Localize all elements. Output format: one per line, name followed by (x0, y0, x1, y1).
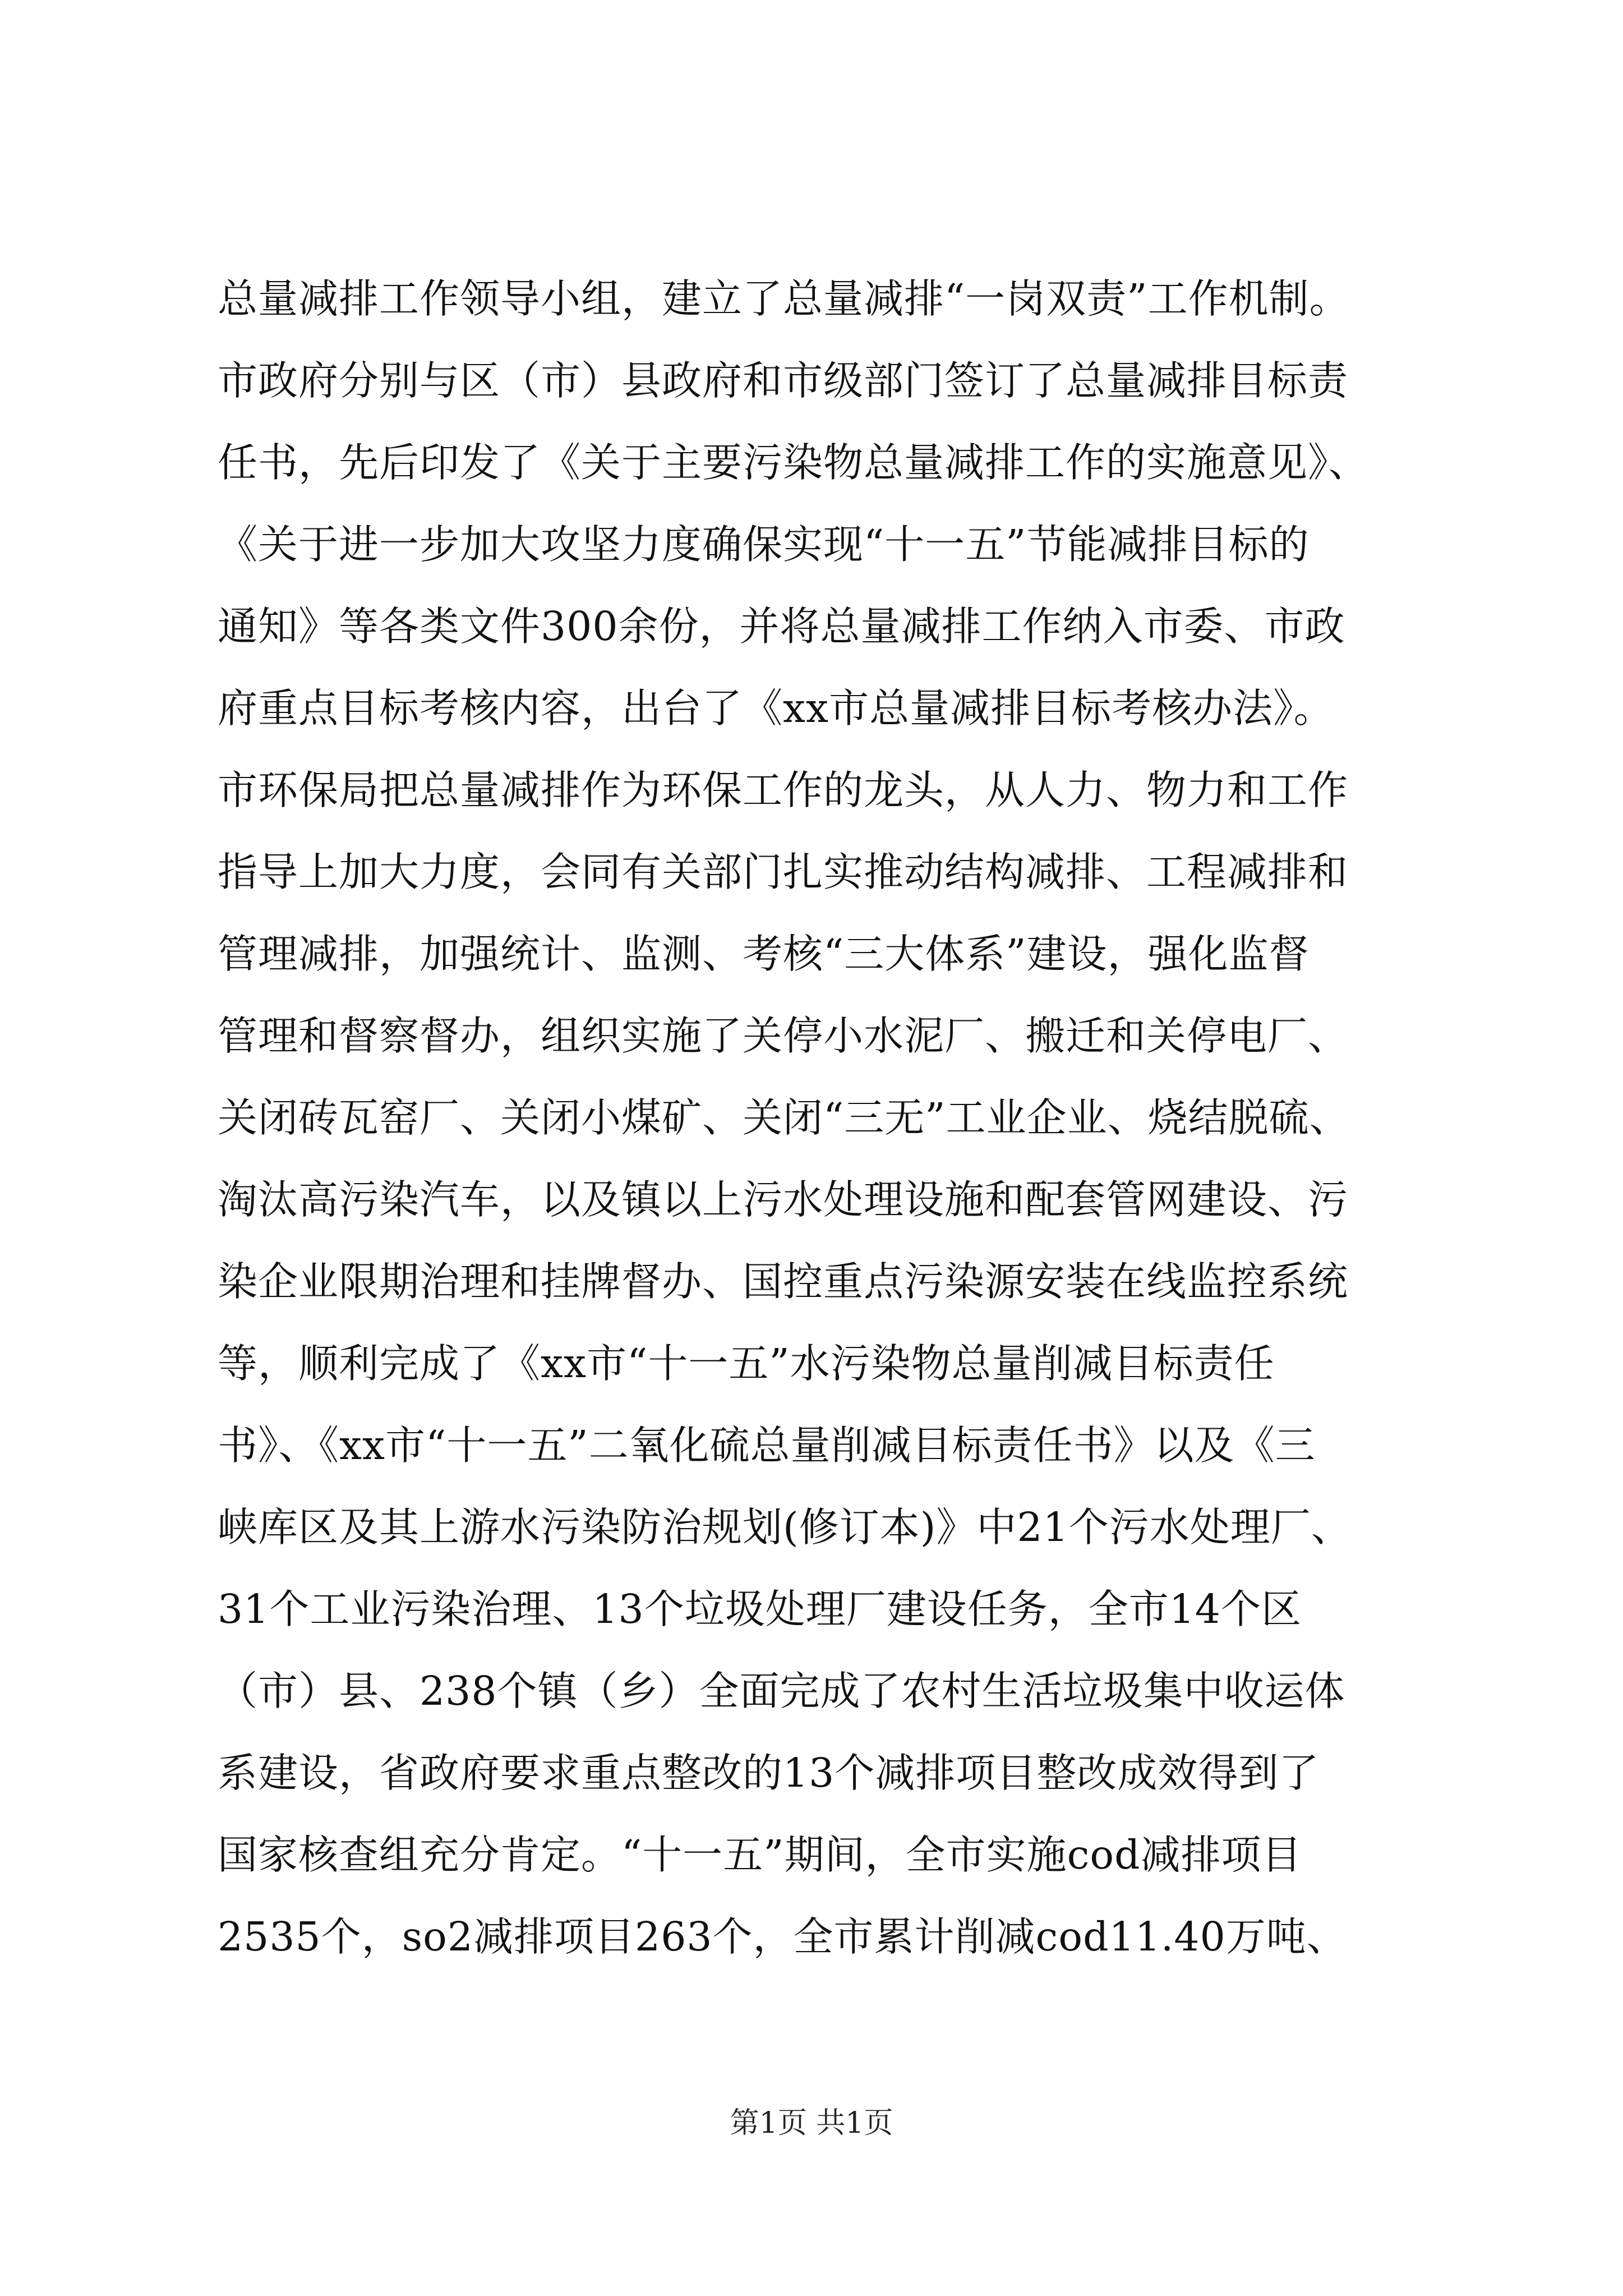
text-line: 市环保局把总量减排作为环保工作的龙头，从人力、物力和工作 (218, 767, 1349, 813)
text-line: 染企业限期治理和挂牌督办、国控重点污染源安装在线监控系统 (218, 1258, 1349, 1305)
text-line: 系建设，省政府要求重点整改的13个减排项目整改成效得到了 (218, 1750, 1320, 1796)
text-line: 关闭砖瓦窑厂、关闭小煤矿、关闭“三无”工业企业、烧结脱硫、 (218, 1094, 1350, 1141)
text-line: 任书，先后印发了《关于主要污染物总量减排工作的实施意见》、 (218, 439, 1369, 486)
text-line: 管理减排，加强统计、监测、考核“三大体系”建设，强化监督 (218, 931, 1310, 977)
text-line: 市政府分别与区（市）县政府和市级部门签订了总量减排目标责 (218, 357, 1349, 404)
text-line: 淘汰高污染汽车，以及镇以上污水处理设施和配套管网建设、污 (218, 1176, 1349, 1223)
body-text (218, 258, 1451, 1978)
text-line: 通知》等各类文件300余份，并将总量减排工作纳入市委、市政 (218, 603, 1345, 650)
text-line: 管理和督察督办，组织实施了关停小水泥厂、搬迁和关停电厂、 (218, 1013, 1349, 1059)
text-line: 总量减排工作领导小组，建立了总量减排“一岗双责”工作机制。 (218, 275, 1350, 322)
text-line: 31个工业污染治理、13个垃圾处理厂建设任务，全市14个区 (218, 1586, 1302, 1632)
text-line: （市）县、238个镇（乡）全面完成了农村生活垃圾集中收运体 (218, 1668, 1345, 1714)
text-line: 《关于进一步加大攻坚力度确保实现“十一五”节能减排目标的 (218, 521, 1310, 568)
page-number-label: 第1页 共1页 (730, 2106, 893, 2140)
page-footer (0, 2101, 1623, 2146)
text-line: 国家核查组充分肯定。“十一五”期间，全市实施cod减排项目 (218, 1832, 1302, 1878)
text-line: 指导上加大力度，会同有关部门扎实推动结构减排、工程减排和 (218, 849, 1349, 895)
text-line: 府重点目标考核内容，出台了《xx市总量减排目标考核办法》。 (218, 685, 1334, 731)
text-line: 书》、《xx市“十一五”二氧化硫总量削减目标责任书》以及《三 (218, 1422, 1316, 1469)
text-line: 等，顺利完成了《xx市“十一五”水污染物总量削减目标责任 (218, 1340, 1275, 1387)
text-line: 2535个，so2减排项目263个，全市累计削减cod11.40万吨、 (218, 1913, 1347, 1960)
text-line: 峡库区及其上游水污染防治规划(修订本)》中21个污水处理厂、 (218, 1504, 1352, 1550)
